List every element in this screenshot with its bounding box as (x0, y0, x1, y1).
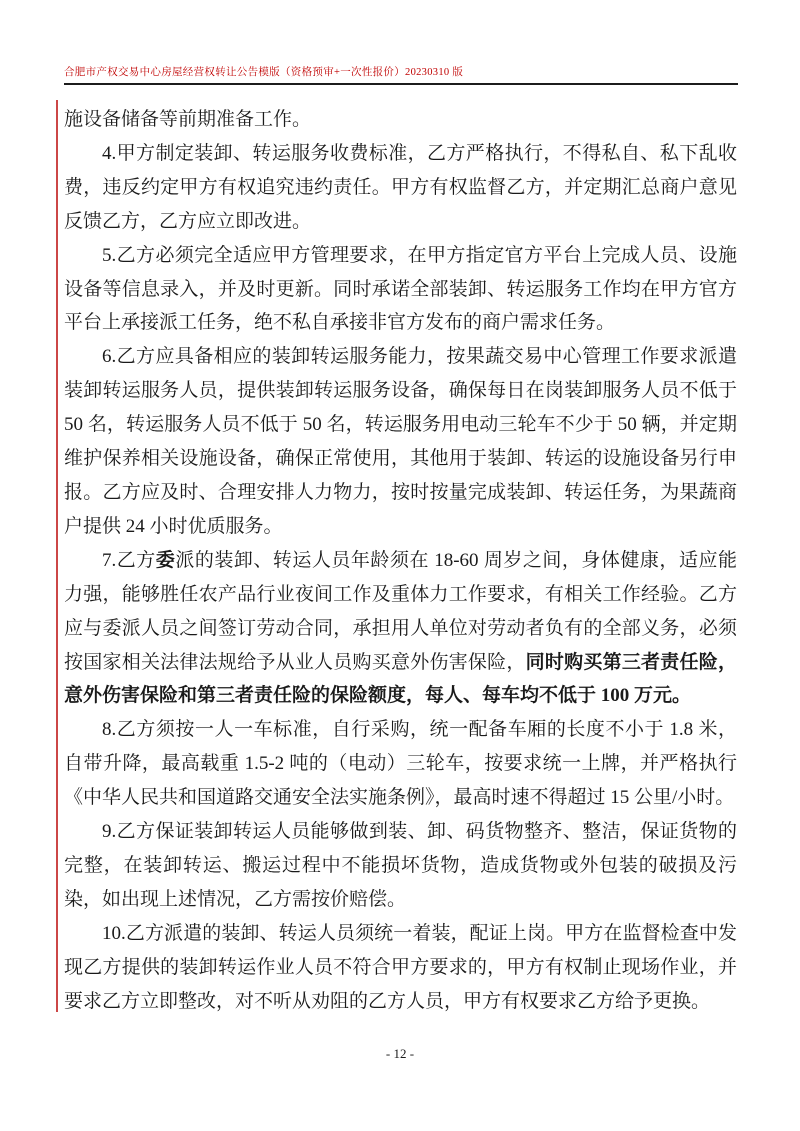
page-number: - 12 - (385, 1046, 415, 1061)
text-run: 同时购买第三者责任险，意外伤害保险和第三者责任险的保险额度，每人、每车均不低于 100 万元。 (64, 651, 737, 707)
text-run: 派的装卸、转运人员年龄须在 18-60 周岁之间，身体健康，适应能力强，能够胜任农产品行业夜间工作及重体力工作要求，有相关工作经验。乙方应与委派人员之间签订劳动合同，承担用人单位对劳动者负有的全部义务，必须按国家相关法律法规给予从业人员购买意外伤害保险， (64, 549, 737, 673)
revision-bar (56, 100, 58, 1012)
page-footer (0, 1046, 800, 1062)
paragraph (64, 239, 737, 341)
document-body (64, 103, 737, 1018)
text-run: 5.乙方必须完全适应甲方管理要求，在甲方指定官方平台上完成人员、设施设备等信息录入，并及时更新。同时承诺全部装卸、转运服务工作均在甲方官方平台上承接派工任务，绝不私自承接非官方发布的商户需求任务。 (64, 244, 737, 334)
header-title: 合肥市产权交易中心房屋经营权转让公告模版（资格预审+一次性报价）20230310 版 (64, 67, 464, 78)
document-header (64, 66, 738, 85)
paragraph (64, 103, 737, 137)
text-run: 8.乙方须按一人一车标准，自行采购，统一配备车厢的长度不小于 1.8 米，自带升降，最高载重 1.5-2 吨的（电动）三轮车，按要求统一上牌，并严格执行《中华人民共和国道路交通安全法实施条例》，最高时速不得超过 15 公里/小时。 (64, 719, 737, 809)
paragraph (64, 137, 737, 239)
text-run: 10.乙方派遣的装卸、转运人员须统一着装，配证上岗。甲方在监督检查中发现乙方提供的装卸转运作业人员不符合甲方要求的，甲方有权制止现场作业，并要求乙方立即整改，对不听从劝阻的乙方人员，甲方有权要求乙方给予更换。 (64, 922, 737, 1012)
text-run: 6.乙方应具备相应的装卸转运服务能力，按果蔬交易中心管理工作要求派遣装卸转运服务人员，提供装卸转运服务设备，确保每日在岗装卸服务人员不低于 50 名，转运服务人员不低于 50 名，转运服务用电动三轮车不少于 50 辆，并定期维护保养相关设施设备，确保正常使用，其他用于装卸、转运的设施设备另行申报。乙方应及时、合理安排人力物力，按时按量完成装卸、转运任务，为果蔬商户提供 24 小时优质服务。 (64, 346, 737, 537)
text-run: 施设备储备等前期准备工作。 (64, 109, 312, 130)
paragraph (64, 815, 737, 917)
paragraph (64, 917, 737, 1019)
text-run: 9.乙方保证装卸转运人员能够做到装、卸、码货物整齐、整洁，保证货物的完整，在装卸转运、搬运过程中不能损坏货物，造成货物或外包装的破损及污染，如出现上述情况，乙方需按价赔偿。 (64, 821, 737, 910)
text-run: 委 (155, 549, 176, 571)
paragraph (64, 340, 737, 543)
paragraph (64, 544, 737, 714)
text-run: 4.甲方制定装卸、转运服务收费标准，乙方严格执行，不得私自、私下乱收费，违反约定甲方有权追究违约责任。甲方有权监督乙方，并定期汇总商户意见反馈乙方，乙方应立即改进。 (64, 142, 737, 232)
paragraph (64, 713, 737, 815)
text-run: 7.乙方 (102, 549, 156, 571)
